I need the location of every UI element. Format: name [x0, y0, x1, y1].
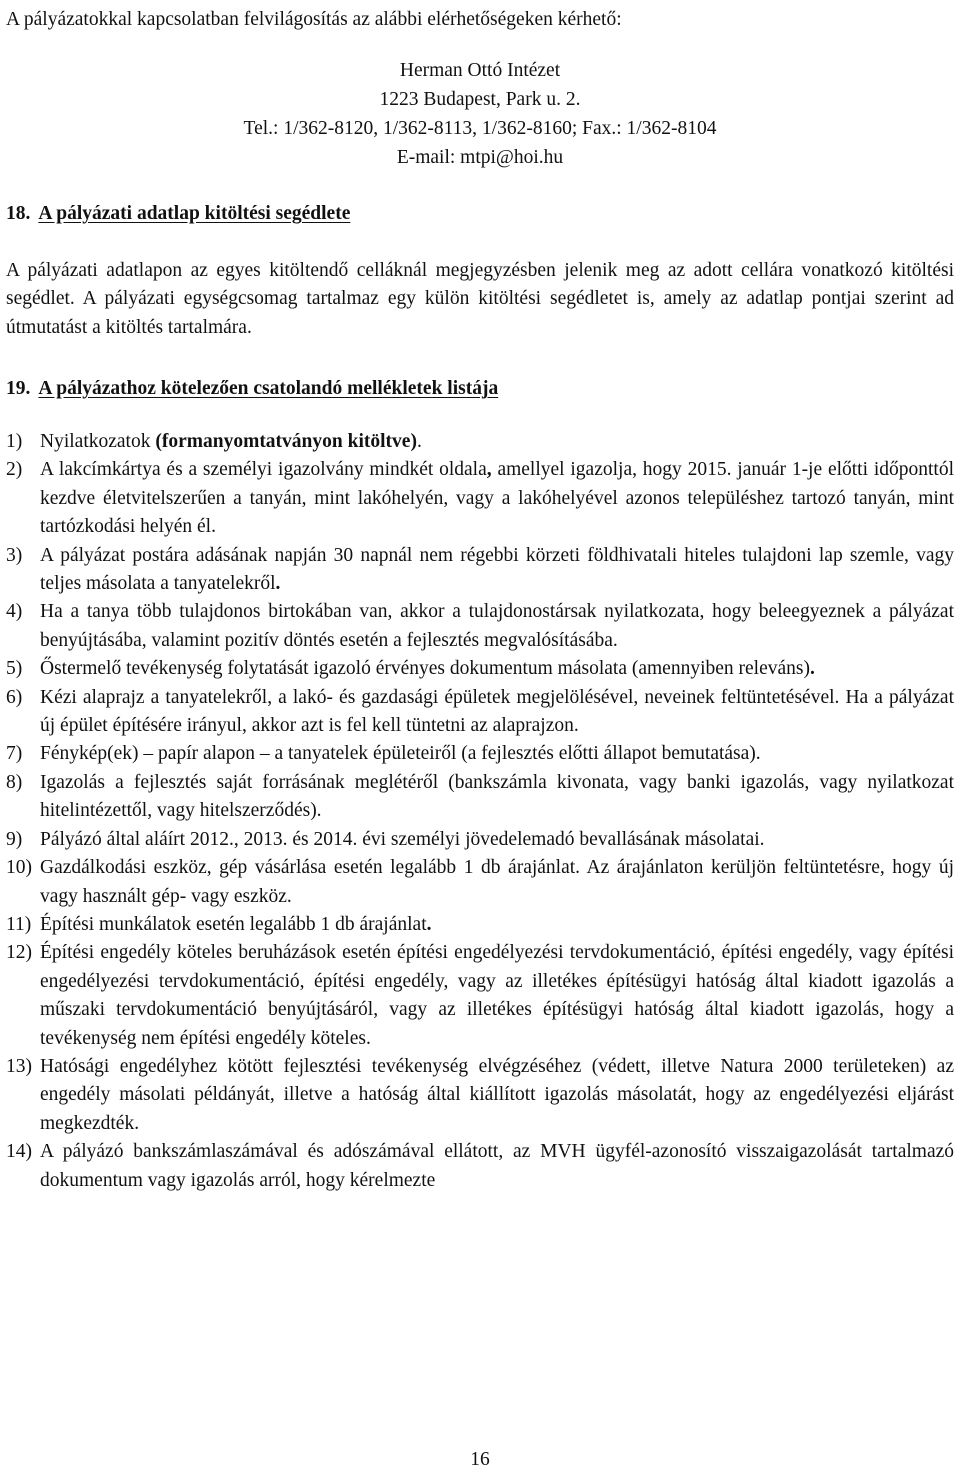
list-item-bold: . [809, 658, 815, 680]
list-item [6, 542, 954, 599]
list-item-text [40, 939, 954, 1053]
section-19-number: 19. [6, 378, 31, 399]
section-18-paragraph: A pályázati adatlapon az egyes kitöltendő celláknál megjegyzésben jelenik meg az adott cellára vonatkozó kitöltési segédlet. A pályázati egységcsomag tartalmaz egy külön kitöltési segédletet is, amely az adatlap pontjai szerint ad útmutatást a kitöltés tartalmára. [6, 260, 954, 338]
contact-address: 1223 Budapest, Park u. 2. [379, 89, 581, 110]
list-item-number: 8) [6, 771, 23, 793]
list-item [6, 598, 954, 655]
section-19-heading [6, 375, 498, 403]
list-item-text [40, 542, 954, 599]
list-item-text [40, 684, 954, 741]
list-item-body: Építési munkálatok esetén legalább 1 db árajánlat [40, 913, 427, 935]
list-item-bold: . [426, 913, 432, 935]
list-item-body: Építési engedély köteles beruházások esetén építési engedélyezési tervdokumentáció, építési engedély, vagy építési engedélyezési tervdokumentáció, építési engedély, vagy az illetékes építésügyi hatóság által kiadott igazolás a műszaki tervdokumentáció benyújtásáról, vagy az illetékes építésügyi hatóság által kiadott igazolás, hogy a tevékenység nem építési engedély köteles. [40, 942, 954, 1049]
list-item-text [40, 428, 954, 456]
list-item-body: Fénykép(ek) – papír alapon – a tanyatelek épületeiről (a fejlesztés előtti állapot bemutatása). [40, 743, 761, 765]
list-item [6, 1053, 954, 1138]
list-item-number: 6) [6, 686, 23, 708]
list-item-text [40, 1138, 954, 1195]
list-item-text [40, 655, 954, 683]
list-item [6, 1138, 954, 1195]
contact-org: Herman Ottó Intézet [399, 60, 561, 81]
list-item-body: Ha a tanya több tulajdonos birtokában van, akkor a tulajdonostársak nyilatkozata, hogy beleegyeznek a pályázat benyújtásába, valamint pozitív döntés esetén a fejlesztés megvalósításába. [40, 601, 954, 651]
list-item [6, 769, 954, 826]
list-item-body: Hatósági engedélyhez kötött fejlesztési tevékenység elvégzéséhez (védett, illetve Natura 2000 területeken) az engedély másolati példányát, illetve a hatóság által kiállított igazolás másolatát, hogy az engedélyezési eljárást megkezdték. [40, 1055, 954, 1134]
list-item-number: 2) [6, 459, 23, 481]
list-item-text [40, 854, 954, 911]
list-item-number: 7) [6, 743, 23, 765]
list-item [6, 911, 954, 939]
attachments-list [6, 428, 954, 1195]
list-item-body: Pályázó által aláírt 2012., 2013. és 2014. évi személyi jövedelemadó bevallásának másolatai. [40, 828, 765, 850]
list-item-number: 10) [6, 857, 32, 879]
list-item-body: Nyilatkozatok [40, 431, 156, 452]
list-item-bold: , [486, 459, 492, 481]
list-item-number: 14) [6, 1141, 32, 1163]
list-item [6, 655, 954, 683]
section-19-title: A pályázathoz kötelezően csatolandó mellékletek listája [38, 378, 499, 399]
section-18-title: A pályázati adatlap kitöltési segédlete [38, 203, 351, 224]
list-item-body: Kézi alaprajz a tanyatelekről, a lakó- és gazdasági épületek megjelölésével, neveinek feltüntetésével. Ha a pályázat új épület építésére irányul, akkor azt is fel kell tüntetni az alaprajzon. [40, 686, 954, 737]
list-item-tail: . [416, 431, 422, 452]
list-item-number: 5) [6, 658, 23, 680]
list-item-number: 1) [6, 431, 23, 452]
list-item [6, 456, 954, 541]
contact-block [6, 56, 954, 172]
list-item [6, 939, 954, 1053]
list-item-body: Gazdálkodási eszköz, gép vásárlása esetén legalább 1 db árajánlat. Az árajánlaton kerüljön feltüntetésre, hogy új vagy használt gép- vagy eszköz. [40, 857, 954, 907]
list-item-body: A pályázó bankszámlaszámával és adószámával ellátott, az MVH ügyfél-azonosító visszaigazolását tartalmazó dokumentum vagy igazolás arról, hogy kérelmezte [40, 1141, 954, 1191]
contact-phone: Tel.: 1/362-8120, 1/362-8113, 1/362-8160; Fax.: 1/362-8104 [243, 118, 717, 139]
list-item-body: Őstermelő tevékenység folytatását igazoló érvényes dokumentum másolata (amennyiben releváns) [40, 658, 810, 680]
list-item-text [40, 826, 954, 854]
list-item-number: 4) [6, 601, 23, 623]
list-item-body: A lakcímkártya és a személyi igazolvány mindkét oldala [40, 459, 487, 481]
page-number: 16 [470, 1449, 490, 1470]
list-item-body: Igazolás a fejlesztés saját forrásának meglétéről (bankszámla kivonata, vagy banki igazolás, vagy nyilatkozat hitelintézettől, vagy hitelszerződés). [40, 771, 954, 822]
section-18-number: 18. [6, 203, 31, 224]
list-item [6, 428, 954, 456]
list-item [6, 826, 954, 854]
section-18-heading [6, 200, 350, 228]
list-item-text [40, 598, 954, 655]
contact-email: E-mail: mtpi@hoi.hu [396, 147, 564, 168]
list-item-number: 12) [6, 942, 32, 964]
list-item [6, 740, 954, 768]
list-item-number: 11) [6, 913, 32, 935]
list-item-text [40, 456, 954, 541]
list-item-text [40, 740, 954, 768]
list-item-text [40, 769, 954, 826]
list-item [6, 684, 954, 741]
list-item-text [40, 1053, 954, 1138]
list-item [6, 854, 954, 911]
list-item-text [40, 911, 954, 939]
list-item-number: 13) [6, 1055, 32, 1077]
list-item-number: 9) [6, 828, 23, 850]
list-item-body: A pályázat postára adásának napján 30 napnál nem régebbi körzeti földhivatali hiteles tulajdoni lap szemle, vagy teljes másolata a tanyatelekről [40, 544, 954, 595]
list-item-bold: (formanyomtatványon kitöltve) [155, 431, 417, 452]
list-item-bold: . [275, 573, 281, 595]
intro-text: A pályázatokkal kapcsolatban felvilágosítás az alábbi elérhetőségeken kérhető: [6, 9, 622, 30]
list-item-tail: amellyel igazolja, hogy 2015. január 1-je előtti időponttól kezdve életvitelszerűen a tanyán, mint lakóhelyén, vagy a lakóhelyével azonos településhez tartozó tanyán, mint tartózkodási helyén él. [40, 459, 954, 538]
list-item-number: 3) [6, 544, 23, 566]
